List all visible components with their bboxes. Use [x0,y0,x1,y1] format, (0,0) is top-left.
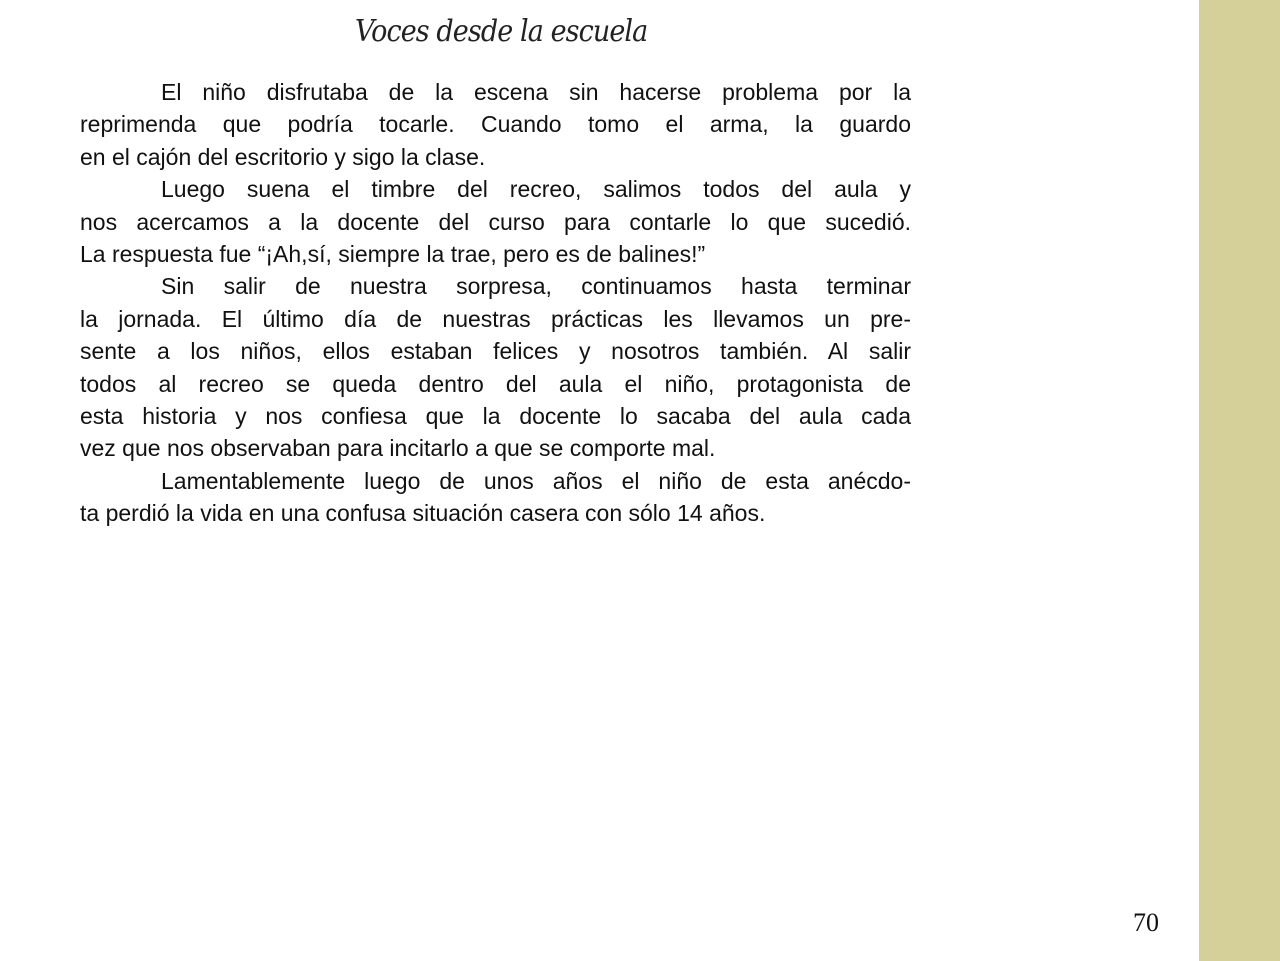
text-line: Lamentablemente luego de unos años el niño de esta anécdo- [161,467,911,494]
body-text [80,76,911,529]
text-line: La respuesta fue “¡Ah,sí, siempre la trae, pero es de balines!” [80,240,706,267]
text-line: la jornada. El último día de nuestras prácticas les llevamos un pre- [80,305,911,332]
running-header: Voces desde la escuela [355,14,648,49]
text-line: ta perdió la vida en una confusa situación casera con sólo 14 años. [80,500,766,527]
text-line: Luego suena el timbre del recreo, salimos todos del aula y [161,176,911,203]
text-line: reprimenda que podría tocarle. Cuando tomo el arma, la guardo [80,111,911,138]
text-line: vez que nos observaban para incitarlo a que se comporte mal. [80,435,716,462]
text-line: Sin salir de nuestra sorpresa, continuamos hasta terminar [161,273,911,300]
text-line: esta historia y nos confiesa que la docente lo sacaba del aula cada [80,402,911,429]
text-line: todos al recreo se queda dentro del aula el niño, protagonista de [80,370,911,397]
page-number: 70 [1133,908,1159,937]
decorative-sidebar-band [1199,0,1280,961]
text-line: sente a los niños, ellos estaban felices y nosotros también. Al salir [80,338,911,365]
text-line: en el cajón del escritorio y sigo la clase. [80,143,486,170]
text-line: nos acercamos a la docente del curso para contarle lo que sucedió. [80,208,911,235]
text-line: El niño disfrutaba de la escena sin hacerse problema por la [161,79,911,105]
